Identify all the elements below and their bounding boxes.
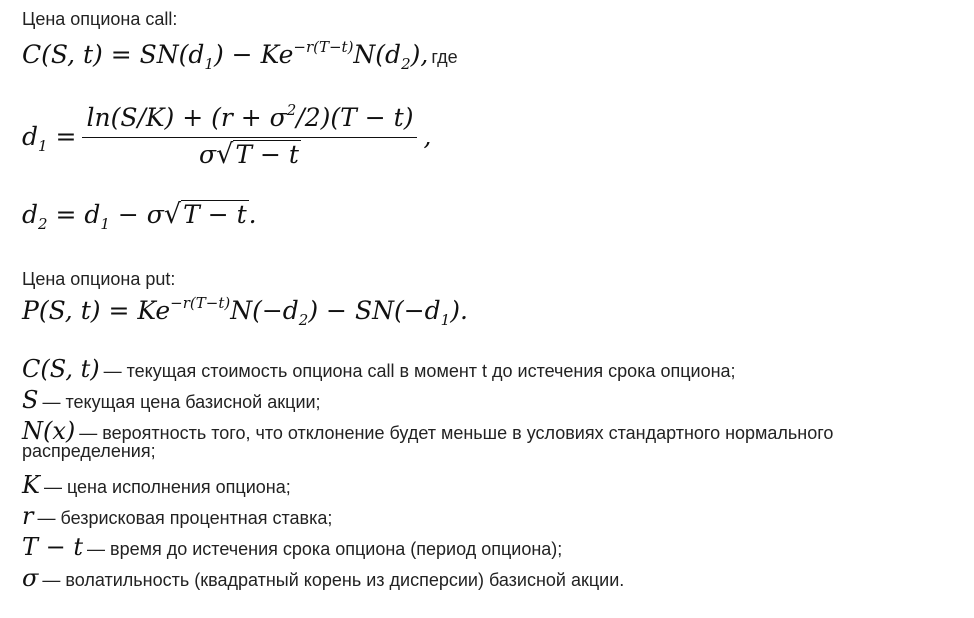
definitions-list (22, 355, 962, 595)
put-price-heading: Цена опциона put: (22, 269, 176, 289)
d2-formula: $d_2 = d_1 - \sigma$ √ T − t . (22, 199, 257, 233)
definition-item: N(x) — вероятность того, что отклонение будет меньше в условиях стандартного нормального (22, 417, 834, 445)
definition-item: r — безрисковая процентная ставка; (22, 502, 333, 530)
put-price-formula: P(S, $t) = Ke^{-r(T-t)}N(-d_2) - SN(-d_1)$. (22, 294, 468, 329)
definition-item: K — цена исполнения опциона; (22, 471, 291, 499)
d1-fraction: $\ln(S/K) + (r + \sigma^2/2)(T - t)$ σ √ T − t (82, 103, 417, 170)
definition-item: σ — волатильность (квадратный корень из дисперсии) базисной акции. (22, 564, 625, 592)
d1-formula: $d_1$ = $\ln(S/K) + (r + \sigma^2/2)(T - t)$ σ √ T − t , (22, 101, 432, 170)
definition-item: S — текущая цена базисной акции; (22, 386, 321, 414)
definition-item: C(S, t) — текущая стоимость опциона call в момент t до истечения срока опциона; (22, 355, 736, 383)
definition-continuation: распределения; (22, 441, 156, 461)
definition-item: T − t — время до истечения срока опциона (период опциона); (22, 533, 563, 561)
call-price-formula: C(S, $t) = SN(d_1) - Ke^{-r(T-t)}N(d_2)$, где (22, 38, 458, 73)
call-price-heading: Цена опциона call: (22, 9, 178, 29)
call-formula-tail: где (431, 47, 458, 67)
